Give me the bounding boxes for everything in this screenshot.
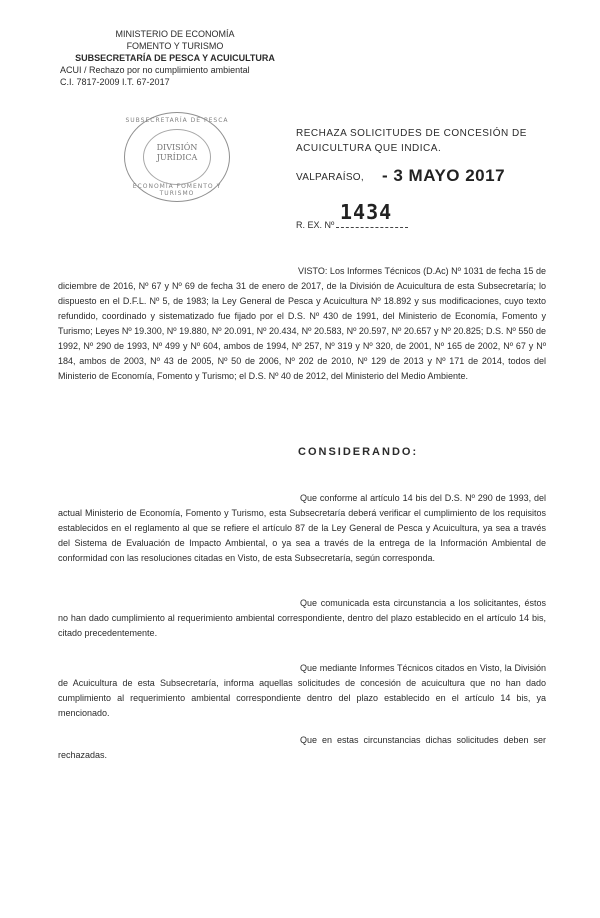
seal-ring-text-top: SUBSECRETARÍA DE PESCA — [125, 117, 229, 124]
letterhead — [60, 28, 290, 88]
issue-date-stamp: - 3 MAYO 2017 — [382, 166, 506, 185]
visto-paragraph: VISTO: Los Informes Técnicos (D.Ac) Nº 1031 de fecha 15 de diciembre de 2016, Nº 67 y Nº 69 de fecha 31 de enero de 2017, de la División de Acuicultura de esta Subsecretaría; lo dispuesto en el D.F.L. Nº 5, de 1983; la Ley General de Pesca y Acuicultura Nº 18.892 y sus modificaciones, cuyo texto refundido, coordinado y sistematizado fue fijado por el D.S. Nº 430 de 1991, del Ministerio de Economía, Fomento y Turismo; Leyes Nº 19.300, Nº 19.880, Nº 20.091, Nº 20.434, Nº 20.583, Nº 20.597, Nº 20.657 y Nº 20.825; D.S. Nº 550 de 1992, Nº 290 de 1993, Nº 499 y Nº 604, ambos de 1994, Nº 257, Nº 319 y Nº 320, de 2001, Nº 165 de 2002, Nº 67 y Nº 184, ambos de 2003, Nº 43 de 2005, Nº 50 de 2006, Nº 202 de 2010, Nº 129 de 2013 y Nº 171 de 2014, todos del Ministerio de Economía, Fomento y Turismo; el D.S. Nº 40 de 2012, del Ministerio del Medio Ambiente. — [58, 266, 546, 381]
considerando-paragraph-4: Que en estas circunstancias dichas solicitudes deben ser rechazadas. — [58, 735, 546, 760]
resolution-label — [296, 219, 408, 230]
considerando-paragraph-2: Que comunicada esta circunstancia a los solicitantes, éstos no han dado cumplimiento al requerimiento ambiental correspondiente, dentro del plazo establecido en el artículo 14 bis, citado precedentemente. — [58, 598, 546, 638]
reference-line-1: ACUI / Rechazo por no cumplimiento ambiental — [60, 65, 250, 75]
official-seal — [124, 112, 230, 202]
seal-center-line-2: JURÍDICA — [156, 153, 198, 162]
considerando-heading: CONSIDERANDO: — [298, 446, 419, 458]
seal-center-text — [125, 143, 229, 163]
rex-number-line — [336, 219, 408, 228]
ministry-name: MINISTERIO DE ECONOMÍA — [115, 29, 235, 39]
rex-label-text: R. EX. Nº — [296, 220, 335, 230]
seal-center-line-1: DIVISIÓN — [156, 143, 198, 152]
seal-ring-text-bottom: ECONOMÍA FOMENTO Y TURISMO — [132, 183, 222, 197]
considerando-paragraph-3: Que mediante Informes Técnicos citados en Visto, la División de Acuicultura de esta Subsecretaría, informa aquellas solicitudes de concesión de acuicultura que no han dado cumplimiento al requerimiento ambiental correspondiente dentro del plazo establecido en el artículo 14 bis, ya mencionado. — [58, 663, 546, 718]
resolution-number: 1434 — [340, 200, 393, 224]
issue-place: VALPARAÍSO, — [296, 172, 364, 183]
subsecretaria-name: SUBSECRETARÍA DE PESCA Y ACUICULTURA — [75, 53, 275, 63]
considerando-paragraph-1: Que conforme al artículo 14 bis del D.S. Nº 290 de 1993, del actual Ministerio de Economía, Fomento y Turismo, esta Subsecretaría deberá verificar el cumplimiento de los requisitos establecidos en el reglamento al que se refiere el artículo 87 de la Ley General de Pesca y Acuicultura, ya sea a través del Sistema de Evaluación de Impacto Ambiental, o ya sea a través de la entrega de la Información Ambiental de conformidad con las resoluciones citadas en Visto, de esta Subsecretaría, según corresponda. — [58, 493, 546, 563]
resolution-subject: RECHAZA SOLICITUDES DE CONCESIÓN DE ACUICULTURA QUE INDICA. — [296, 128, 527, 154]
reference-line-2: C.I. 7817-2009 I.T. 67-2017 — [60, 77, 170, 87]
ministry-subtitle: FOMENTO Y TURISMO — [126, 41, 224, 51]
